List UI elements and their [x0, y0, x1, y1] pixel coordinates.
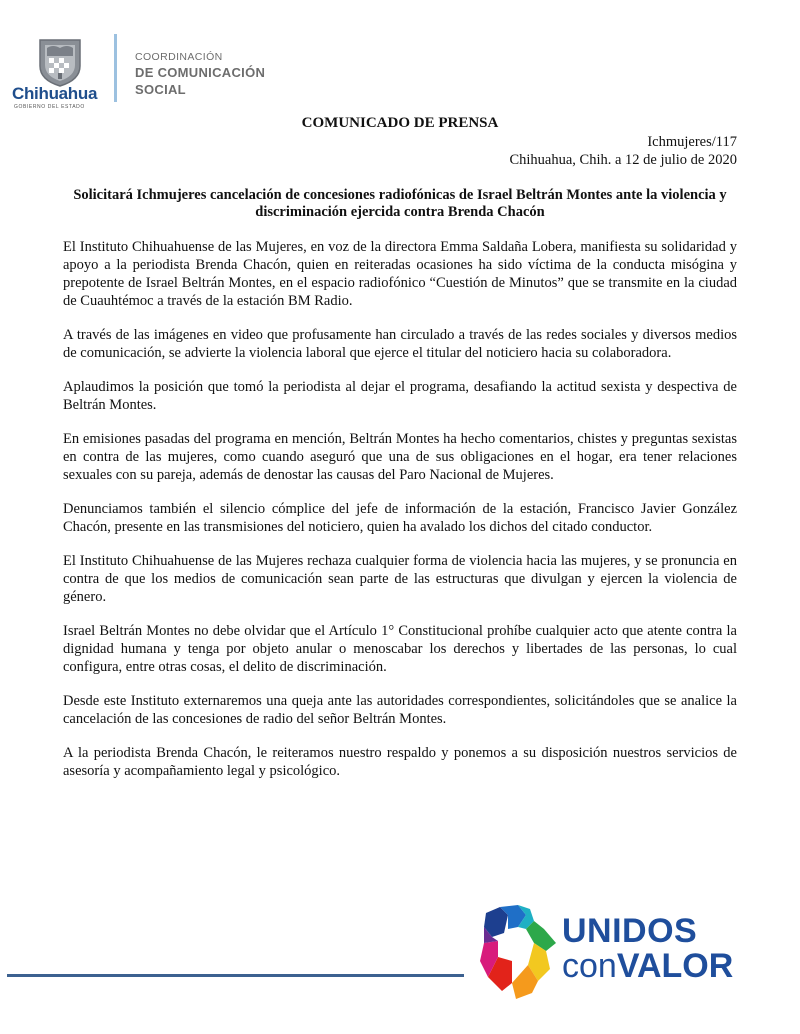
chihuahua-government-logo	[8, 36, 112, 114]
slogan-con-valor	[562, 948, 733, 991]
logo-name: Chihuahua	[12, 84, 98, 103]
slogan-valor: VALOR	[616, 947, 734, 985]
paragraph: El Instituto Chihuahuense de las Mujeres, en voz de la directora Emma Saldaña Lobera, manifiesta su solidaridad y apoyo a la periodista Brenda Chacón, quien en reiteradas ocasiones ha sido víctima de la conducta misógina y prepotente de Israel Beltrán Montes, en el espacio radiofónico “Cuestión de Minutos” que se transmite en la ciudad de Cuauhtémoc a través de la estación BM Radio.	[63, 239, 737, 309]
paragraph: Israel Beltrán Montes no debe olvidar que el Artículo 1° Constitucional prohíbe cualquier acto que atente contra la dignidad humana y tenga por objeto anular o menoscabar los derechos y libertades de las personas, lo cual configura, entre otras cosas, el delito de discriminación.	[63, 623, 737, 675]
state-map-icon	[478, 903, 560, 1001]
press-headline: Solicitará Ichmujeres cancelación de concesiones radiofónicas de Israel Beltrán Montes ante la violencia y discriminación ejercida contra Brenda Chacón	[73, 187, 727, 220]
paragraph: A la periodista Brenda Chacón, le reiteramos nuestro respaldo y ponemos a su disposición nuestros servicios de asesoría y acompañamiento legal y psicológico.	[63, 745, 737, 779]
logo-subtitle: GOBIERNO DEL ESTADO	[14, 104, 85, 110]
department-line-3: SOCIAL	[135, 82, 186, 97]
place-date: Chihuahua, Chih. a 12 de julio de 2020	[509, 152, 737, 168]
press-body	[63, 238, 737, 796]
paragraph: A través de las imágenes en video que profusamente han circulado a través de las redes sociales y diversos medios de comunicación, se advierte la violencia laboral que ejerce el titular del noticiero hacia su colaboradora.	[63, 327, 737, 361]
paragraph: Desde este Instituto externaremos una queja ante las autoridades correspondientes, solicitándoles que se analice la cancelación de las concesiones de radio del señor Beltrán Montes.	[63, 693, 737, 727]
reference-number: Ichmujeres/117	[647, 134, 737, 150]
reference-block	[509, 133, 737, 169]
header-divider	[114, 34, 117, 102]
department-name	[135, 50, 265, 98]
coat-of-arms-icon	[37, 36, 83, 88]
document-type-title: COMUNICADO DE PRENSA	[301, 115, 499, 131]
paragraph: El Instituto Chihuahuense de las Mujeres rechaza cualquier forma de violencia hacia las mujeres, y se pronuncia en contra de que los medios de comunicación sean parte de las estructuras que divulgan y ejercen la violencia de género.	[63, 553, 737, 605]
slogan-unidos: UNIDOS	[562, 912, 698, 950]
department-line-1: COORDINACIÓN	[135, 51, 223, 63]
paragraph: Denunciamos también el silencio cómplice del jefe de información de la estación, Francisco Javier González Chacón, presente en las transmisiones del noticiero, quien ha avalado los dichos del citado conductor.	[63, 501, 737, 535]
department-line-2: DE COMUNICACIÓN	[135, 65, 266, 80]
footer-divider-line	[7, 974, 464, 977]
slogan-con: con	[562, 947, 617, 985]
paragraph: En emisiones pasadas del programa en mención, Beltrán Montes ha hecho comentarios, chistes y preguntas sexistas en contra de las mujeres, como cuando aseguró que una de sus obligaciones en el hogar, era tener relaciones sexuales con su pareja, además de denostar las causas del Paro Nacional de Mujeres.	[63, 431, 737, 483]
unidos-con-valor-logo	[478, 903, 738, 1003]
paragraph: Aplaudimos la posición que tomó la periodista al dejar el programa, desafiando la actitud sexista y despectiva de Beltrán Montes.	[63, 379, 737, 413]
